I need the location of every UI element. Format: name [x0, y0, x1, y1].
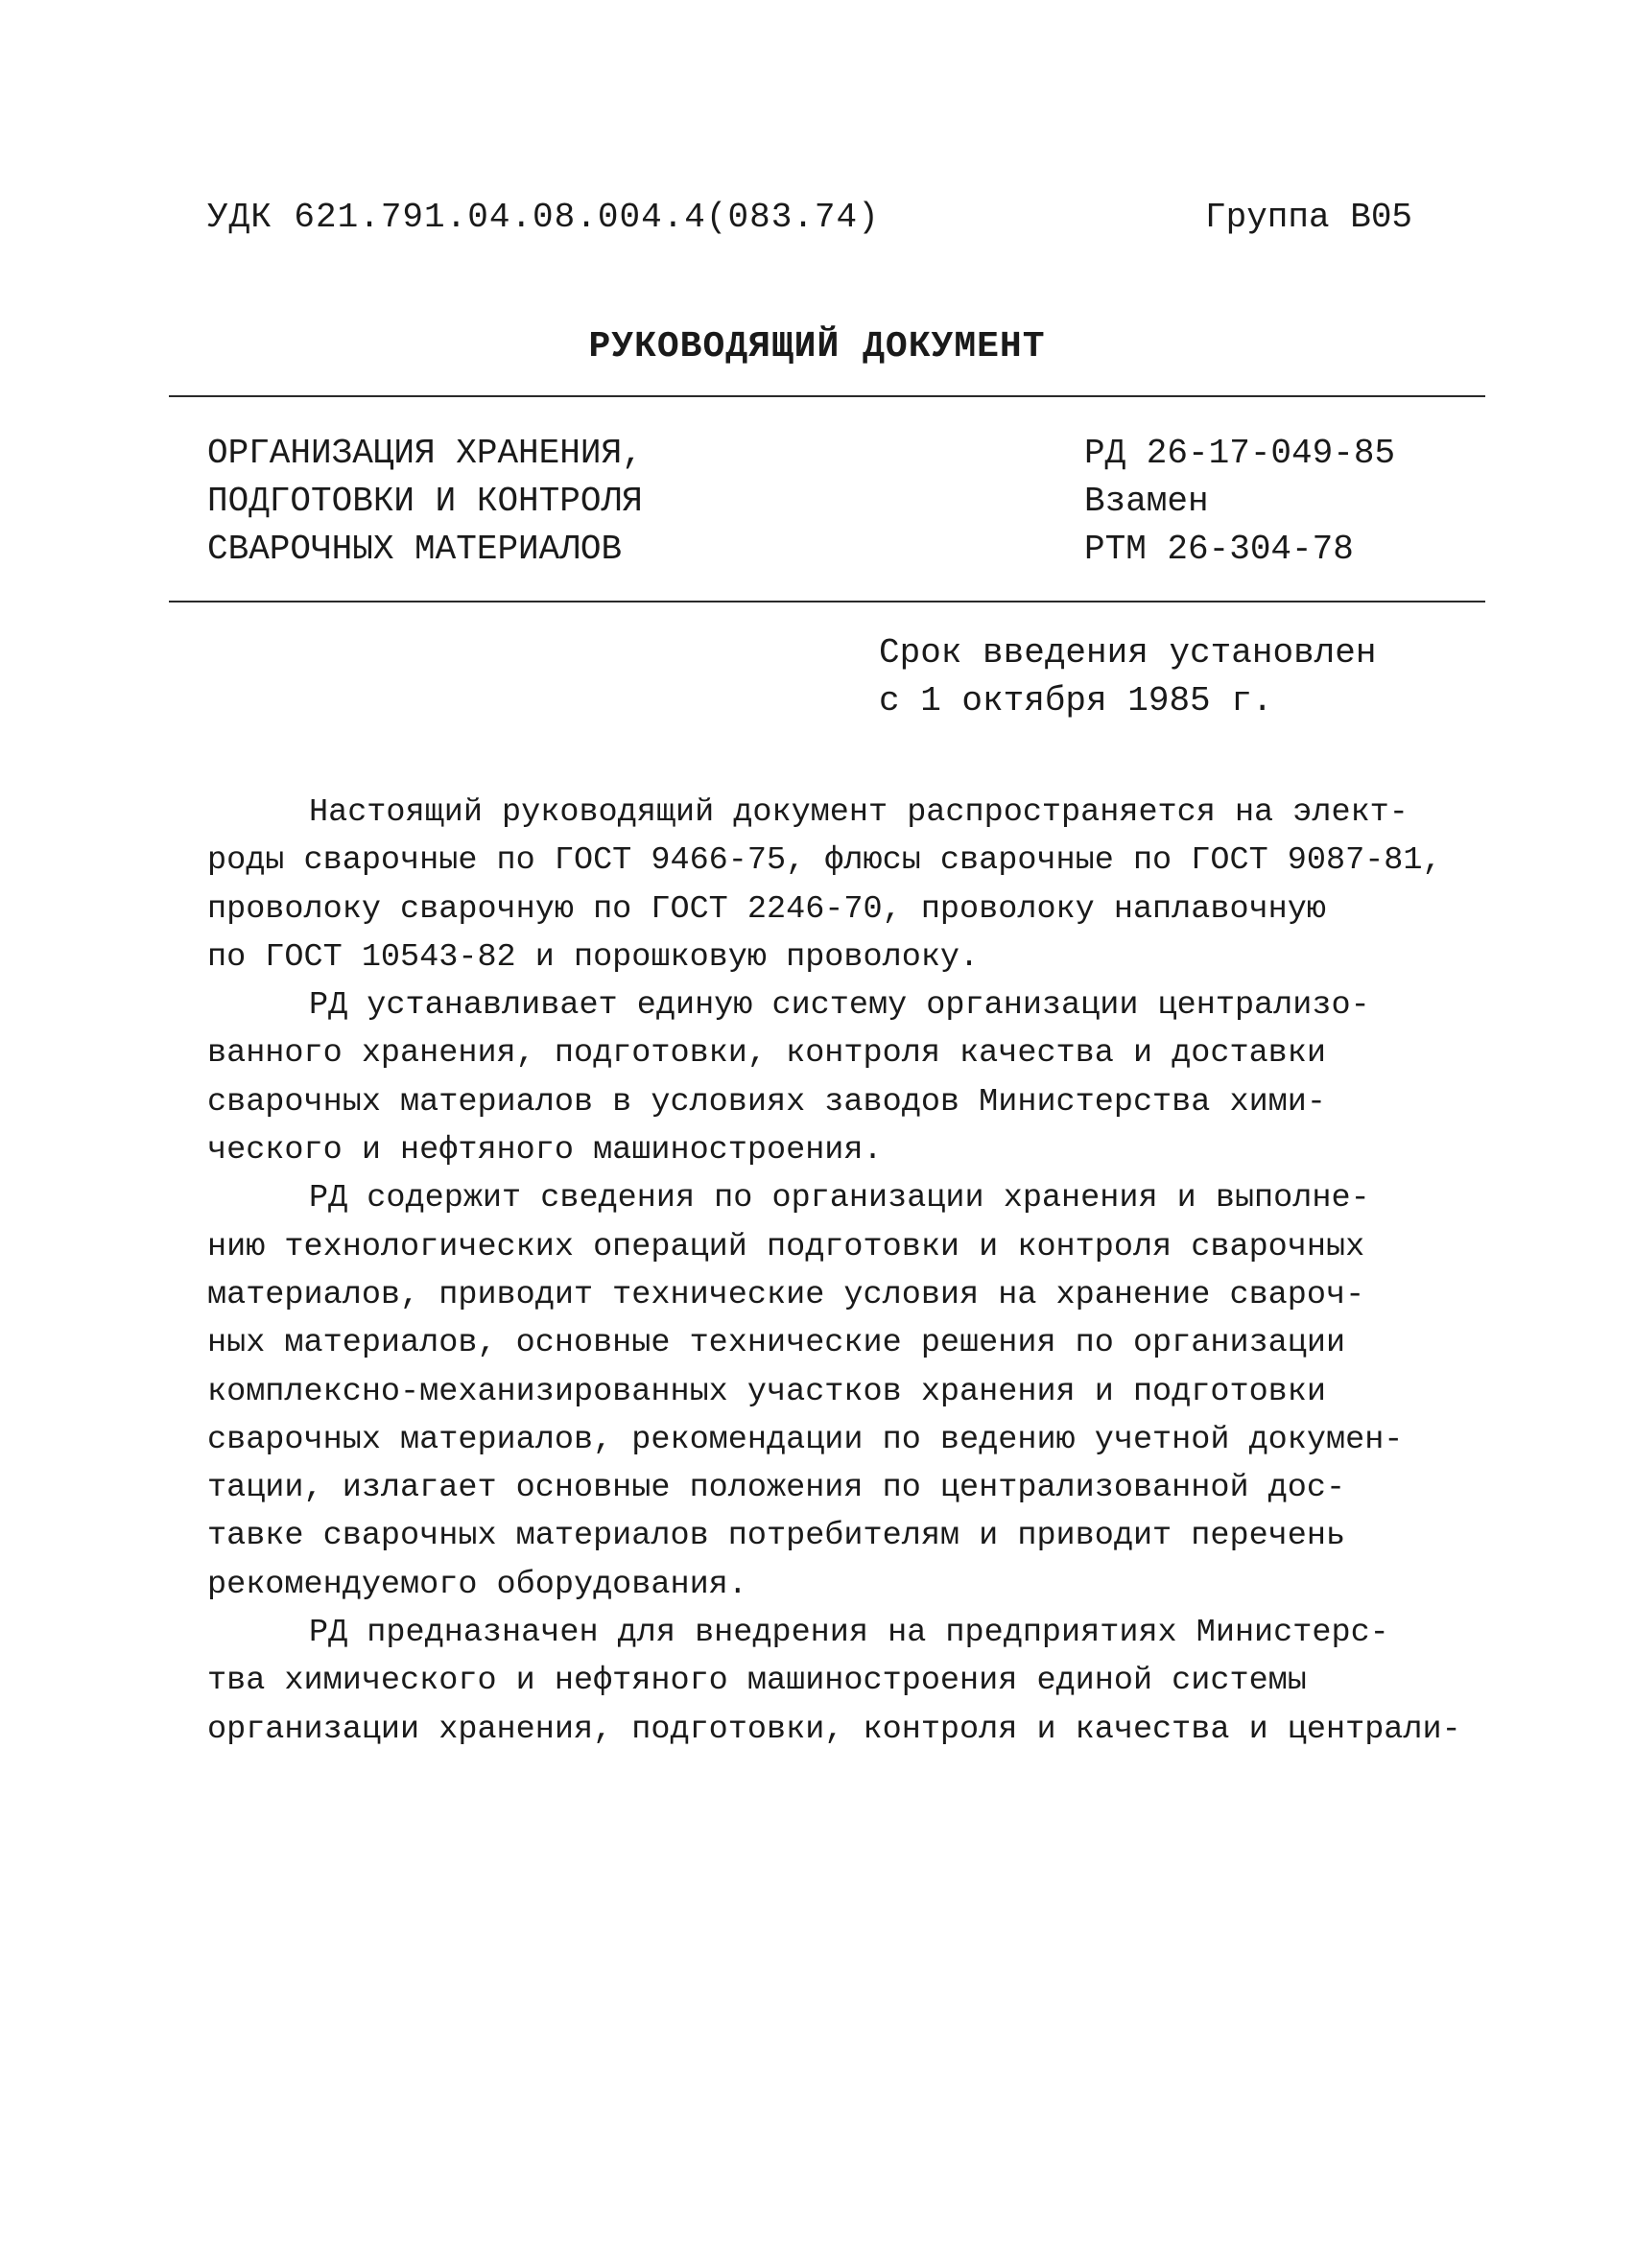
title-line: СВАРОЧНЫХ МАТЕРИАЛОВ: [207, 530, 623, 569]
effective-date-line: с 1 октября 1985 г.: [879, 681, 1273, 721]
text-line: ванного хранения, подготовки, контроля качества и доставки: [207, 1035, 1326, 1073]
text-line: организации хранения, подготовки, контроля и качества и централи-: [207, 1711, 1461, 1748]
text-line: ческого и нефтяного машиностроения.: [207, 1132, 883, 1169]
group-code: Группа В05: [1205, 198, 1413, 237]
top-divider: [169, 395, 1485, 397]
replaced-document-code: РТМ 26-304-78: [1084, 530, 1354, 569]
paragraph-first-line: РД содержит сведения по организации хранения и выполне-: [309, 1180, 1370, 1217]
text-line: роды сварочные по ГОСТ 9466-75, флюсы сварочные по ГОСТ 9087-81,: [207, 842, 1442, 880]
text-line: сварочных материалов в условиях заводов Министерства хими-: [207, 1083, 1326, 1121]
text-line: тавке сварочных материалов потребителям и приводит перечень: [207, 1518, 1346, 1555]
text-line: проволоку сварочную по ГОСТ 2246-70, проволоку наплавочную: [207, 890, 1326, 928]
document-type-heading: РУКОВОДЯЩИЙ ДОКУМЕНТ: [588, 326, 1046, 367]
document-code-block: [1084, 430, 1395, 574]
paragraph-first-line: РД предназначен для внедрения на предприятиях Министерс-: [309, 1615, 1389, 1652]
effective-date: [879, 629, 1376, 725]
body-text: [207, 789, 1522, 1754]
text-line: рекомендуемого оборудования.: [207, 1566, 747, 1603]
text-line: комплексно-механизированных участков хранения и подготовки: [207, 1373, 1326, 1410]
text-line: тва химического и нефтяного машиностроения единой системы: [207, 1663, 1307, 1700]
document-title: [207, 430, 643, 574]
replaces-label: Взамен: [1084, 482, 1209, 521]
effective-date-line: Срок введения установлен: [879, 633, 1377, 673]
title-line: ПОДГОТОВКИ И КОНТРОЛЯ: [207, 482, 643, 521]
paragraph-first-line: РД устанавливает единую систему организации централизо-: [309, 987, 1370, 1025]
document-code: РД 26-17-049-85: [1084, 434, 1396, 473]
text-line: материалов, приводит технические условия на хранение свароч-: [207, 1276, 1365, 1313]
text-line: по ГОСТ 10543-82 и порошковую проволоку.: [207, 938, 980, 976]
text-line: сварочных материалов, рекомендации по ведению учетной докумен-: [207, 1421, 1404, 1458]
udk-code: УДК 621.791.04.08.004.4(083.74): [207, 198, 880, 237]
paragraph-first-line: Настоящий руководящий документ распространяется на элект-: [309, 794, 1409, 831]
bottom-divider: [169, 601, 1485, 602]
text-line: ных материалов, основные технические решения по организации: [207, 1325, 1346, 1362]
text-line: тации, излагает основные положения по централизованной дос-: [207, 1470, 1346, 1507]
text-line: нию технологических операций подготовки и контроля сварочных: [207, 1228, 1365, 1265]
title-line: ОРГАНИЗАЦИЯ ХРАНЕНИЯ,: [207, 434, 643, 473]
